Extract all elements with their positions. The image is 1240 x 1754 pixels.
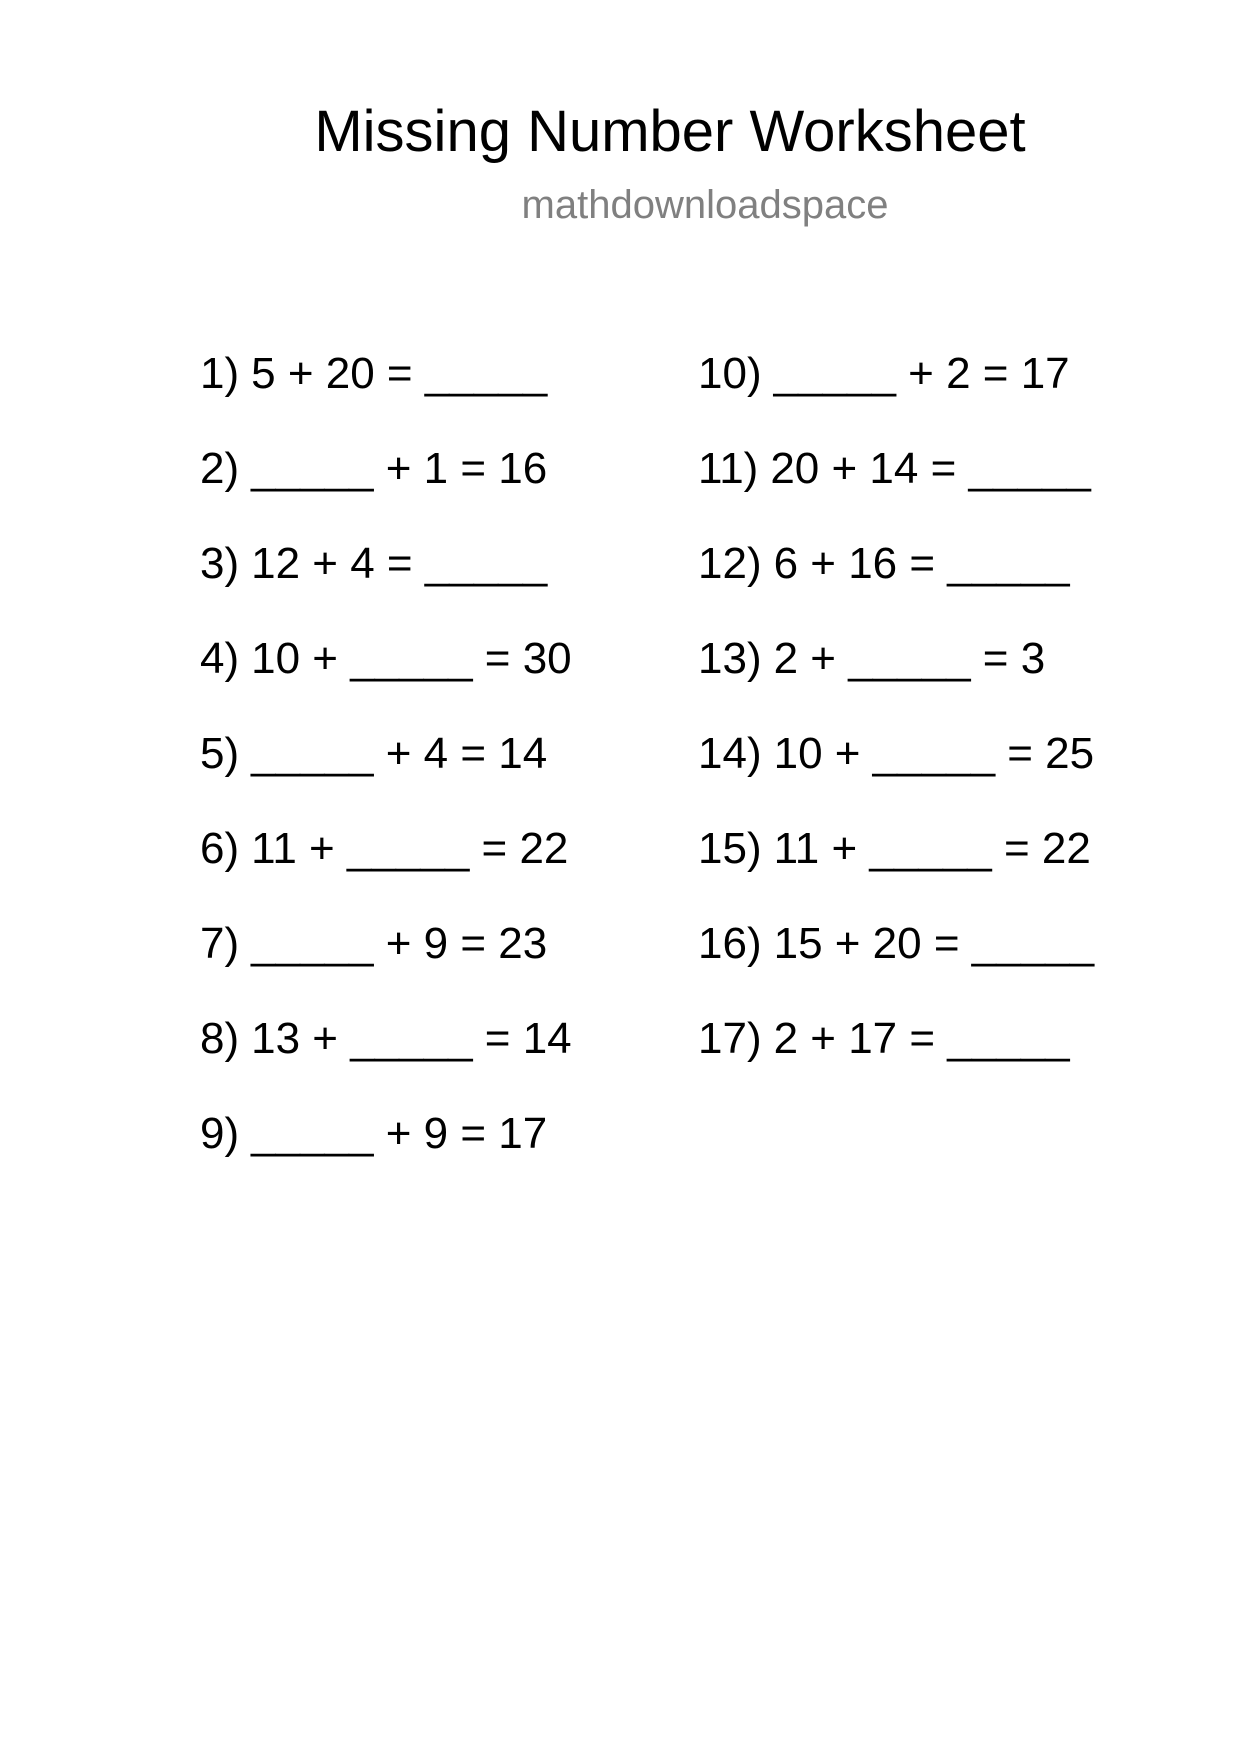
problem-equation: _____ + 9 = 23 (251, 919, 548, 968)
problem-15 (698, 823, 1094, 918)
problem-equation: 20 + 14 = _____ (770, 444, 1091, 493)
problem-equation: 11 + _____ = 22 (251, 824, 569, 873)
problem-5 (200, 728, 572, 823)
problem-3 (200, 538, 572, 633)
problem-16 (698, 918, 1094, 1013)
problem-number: 7) (200, 919, 240, 968)
problem-number: 17) (698, 1014, 762, 1063)
problem-number: 11) (698, 444, 759, 493)
problem-6 (200, 823, 572, 918)
problem-equation: 11 + _____ = 22 (773, 824, 1091, 873)
problem-1 (200, 348, 572, 443)
problem-2 (200, 443, 572, 538)
problem-equation: _____ + 1 = 16 (251, 444, 548, 493)
problem-number: 13) (698, 634, 762, 683)
problem-number: 8) (200, 1014, 240, 1063)
problem-equation: 2 + _____ = 3 (773, 634, 1046, 683)
problem-13 (698, 633, 1094, 728)
problem-11 (698, 443, 1094, 538)
problem-10 (698, 348, 1094, 443)
problem-number: 9) (200, 1109, 240, 1158)
page-title: Missing Number Worksheet (314, 99, 1026, 164)
problem-number: 3) (200, 539, 240, 588)
problem-equation: _____ + 2 = 17 (773, 349, 1070, 398)
problem-equation: 6 + 16 = _____ (773, 539, 1070, 588)
problem-equation: 15 + 20 = _____ (773, 919, 1095, 968)
problem-number: 16) (698, 919, 762, 968)
problem-14 (698, 728, 1094, 823)
problem-equation: 10 + _____ = 30 (251, 634, 572, 683)
problem-number: 2) (200, 444, 240, 493)
problem-equation: 5 + 20 = _____ (251, 349, 548, 398)
problem-number: 10) (698, 349, 762, 398)
problem-equation: _____ + 9 = 17 (251, 1109, 548, 1158)
problem-9 (200, 1108, 572, 1203)
problem-equation: 2 + 17 = _____ (773, 1014, 1070, 1063)
problem-7 (200, 918, 572, 1013)
problem-number: 14) (698, 729, 762, 778)
problem-number: 12) (698, 539, 762, 588)
problem-4 (200, 633, 572, 728)
problems-right-column (698, 348, 1094, 1108)
problem-number: 5) (200, 729, 240, 778)
problem-17 (698, 1013, 1094, 1108)
problem-12 (698, 538, 1094, 633)
problem-equation: 12 + 4 = _____ (251, 539, 548, 588)
problem-8 (200, 1013, 572, 1108)
problem-equation: 10 + _____ = 25 (773, 729, 1095, 778)
problem-number: 6) (200, 824, 240, 873)
problem-equation: 13 + _____ = 14 (251, 1014, 572, 1063)
problems-left-column (200, 348, 572, 1203)
page-subtitle: mathdownloadspace (521, 183, 889, 227)
problem-equation: _____ + 4 = 14 (251, 729, 548, 778)
problem-number: 15) (698, 824, 762, 873)
problem-number: 4) (200, 634, 240, 683)
problem-number: 1) (200, 349, 240, 398)
